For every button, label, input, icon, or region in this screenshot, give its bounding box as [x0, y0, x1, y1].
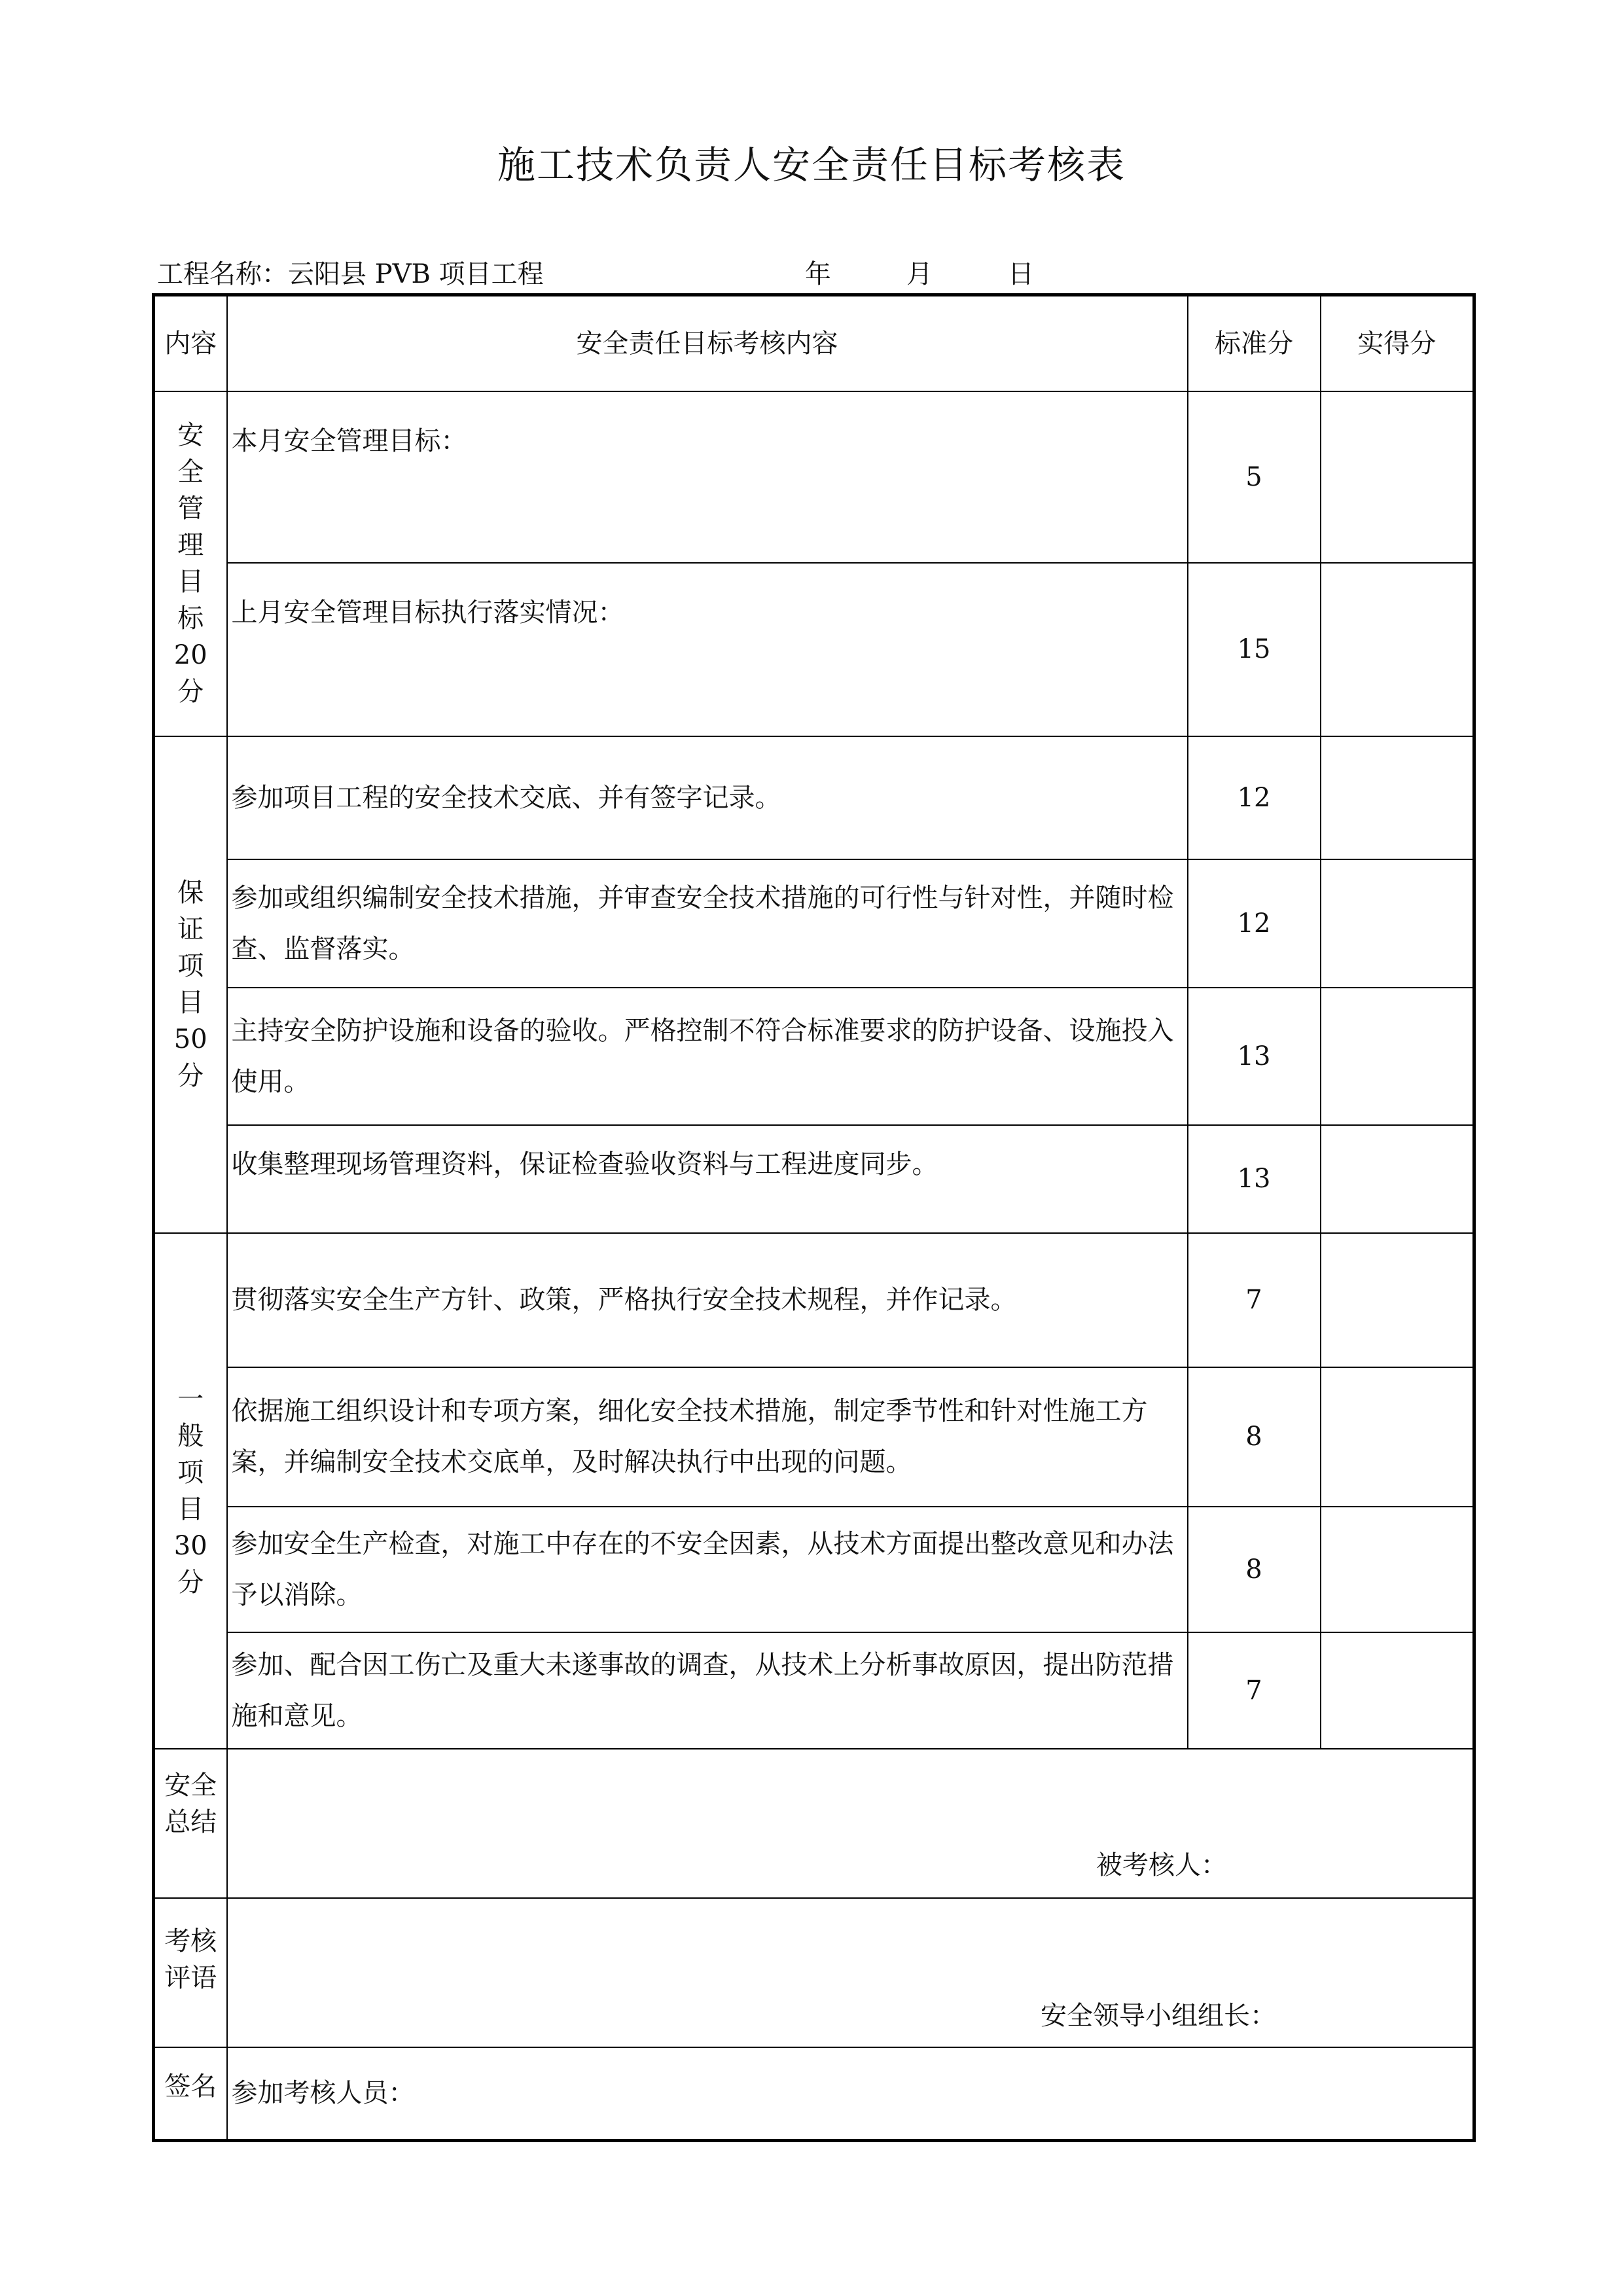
item-standard-score: 5 — [1188, 391, 1321, 563]
category-guarantee-items: 保证项目50分 — [154, 736, 227, 1233]
table-row — [154, 859, 1474, 988]
review-row — [154, 1898, 1474, 2047]
actual-score-field[interactable] — [1321, 1367, 1474, 1507]
item-standard-score: 8 — [1188, 1507, 1321, 1632]
item-text: 参加、配合因工伤亡及重大未遂事故的调查，从技术上分析事故原因，提出防范措施和意见。 — [227, 1632, 1188, 1749]
review-signer-label: 安全领导小组组长： — [1041, 2000, 1276, 2031]
table-row — [154, 736, 1474, 859]
item-text: 本月安全管理目标： — [227, 391, 1188, 563]
actual-score-field[interactable] — [1321, 736, 1474, 859]
table-row — [154, 1125, 1474, 1233]
actual-score-field[interactable] — [1321, 1507, 1474, 1632]
header-standard-score: 标准分 — [1188, 295, 1321, 391]
item-text: 依据施工组织设计和专项方案，细化安全技术措施，制定季节性和针对性施工方案，并编制安全技术交底单，及时解决执行中出现的问题。 — [227, 1367, 1188, 1507]
page-title: 施工技术负责人安全责任目标考核表 — [497, 143, 1126, 187]
date-day-label: 日 — [1008, 259, 1034, 289]
item-standard-score: 12 — [1188, 859, 1321, 988]
assessment-table — [152, 293, 1476, 2142]
category-general-items: 一般项目30分 — [154, 1233, 227, 1749]
actual-score-field[interactable] — [1321, 563, 1474, 736]
project-name: 工程名称：云阳县 PVB 项目工程 — [157, 259, 544, 289]
item-standard-score: 13 — [1188, 988, 1321, 1125]
sign-label: 签名 — [154, 2047, 227, 2141]
item-standard-score: 7 — [1188, 1233, 1321, 1367]
date-year-label: 年 — [805, 259, 831, 289]
header-content: 内容 — [154, 295, 227, 391]
actual-score-field[interactable] — [1321, 1233, 1474, 1367]
item-text: 参加项目工程的安全技术交底、并有签字记录。 — [227, 736, 1188, 859]
summary-label-cell: 安全总结 — [154, 1749, 227, 1898]
table-row — [154, 1233, 1474, 1367]
table-row — [154, 563, 1474, 736]
item-standard-score: 13 — [1188, 1125, 1321, 1233]
actual-score-field[interactable] — [1321, 1125, 1474, 1233]
item-text: 参加安全生产检查，对施工中存在的不安全因素，从技术方面提出整改意见和办法予以消除。 — [227, 1507, 1188, 1632]
table-row — [154, 391, 1474, 563]
actual-score-field[interactable] — [1321, 859, 1474, 988]
item-text: 上月安全管理目标执行落实情况： — [227, 563, 1188, 736]
summary-row — [154, 1749, 1474, 1898]
signature-row — [154, 2047, 1474, 2141]
category-safety-management: 安全管理目标20分 — [154, 391, 227, 736]
item-standard-score: 15 — [1188, 563, 1321, 736]
item-standard-score: 8 — [1188, 1367, 1321, 1507]
summary-field[interactable] — [227, 1749, 1474, 1898]
header-actual-score: 实得分 — [1321, 295, 1474, 391]
item-text: 参加或组织编制安全技术措施，并审查安全技术措施的可行性与针对性，并随时检查、监督落实。 — [227, 859, 1188, 988]
actual-score-field[interactable] — [1321, 988, 1474, 1125]
item-standard-score: 7 — [1188, 1632, 1321, 1749]
table-row — [154, 1507, 1474, 1632]
item-text: 主持安全防护设施和设备的验收。严格控制不符合标准要求的防护设备、设施投入使用。 — [227, 988, 1188, 1125]
actual-score-field[interactable] — [1321, 391, 1474, 563]
review-field[interactable] — [227, 1898, 1474, 2047]
item-standard-score: 12 — [1188, 736, 1321, 859]
item-text: 收集整理现场管理资料，保证检查验收资料与工程进度同步。 — [227, 1125, 1188, 1233]
table-row — [154, 1632, 1474, 1749]
review-label-cell: 考核评语 — [154, 1898, 227, 2047]
signature-field[interactable]: 参加考核人员： — [227, 2047, 1474, 2141]
table-header-row — [154, 295, 1474, 391]
table-row — [154, 988, 1474, 1125]
date-month-label: 月 — [906, 259, 933, 289]
item-text: 贯彻落实安全生产方针、政策，严格执行安全技术规程，并作记录。 — [227, 1233, 1188, 1367]
summary-signer-label: 被考核人： — [1096, 1850, 1227, 1880]
table-row — [154, 1367, 1474, 1507]
actual-score-field[interactable] — [1321, 1632, 1474, 1749]
header-items: 安全责任目标考核内容 — [227, 295, 1188, 391]
